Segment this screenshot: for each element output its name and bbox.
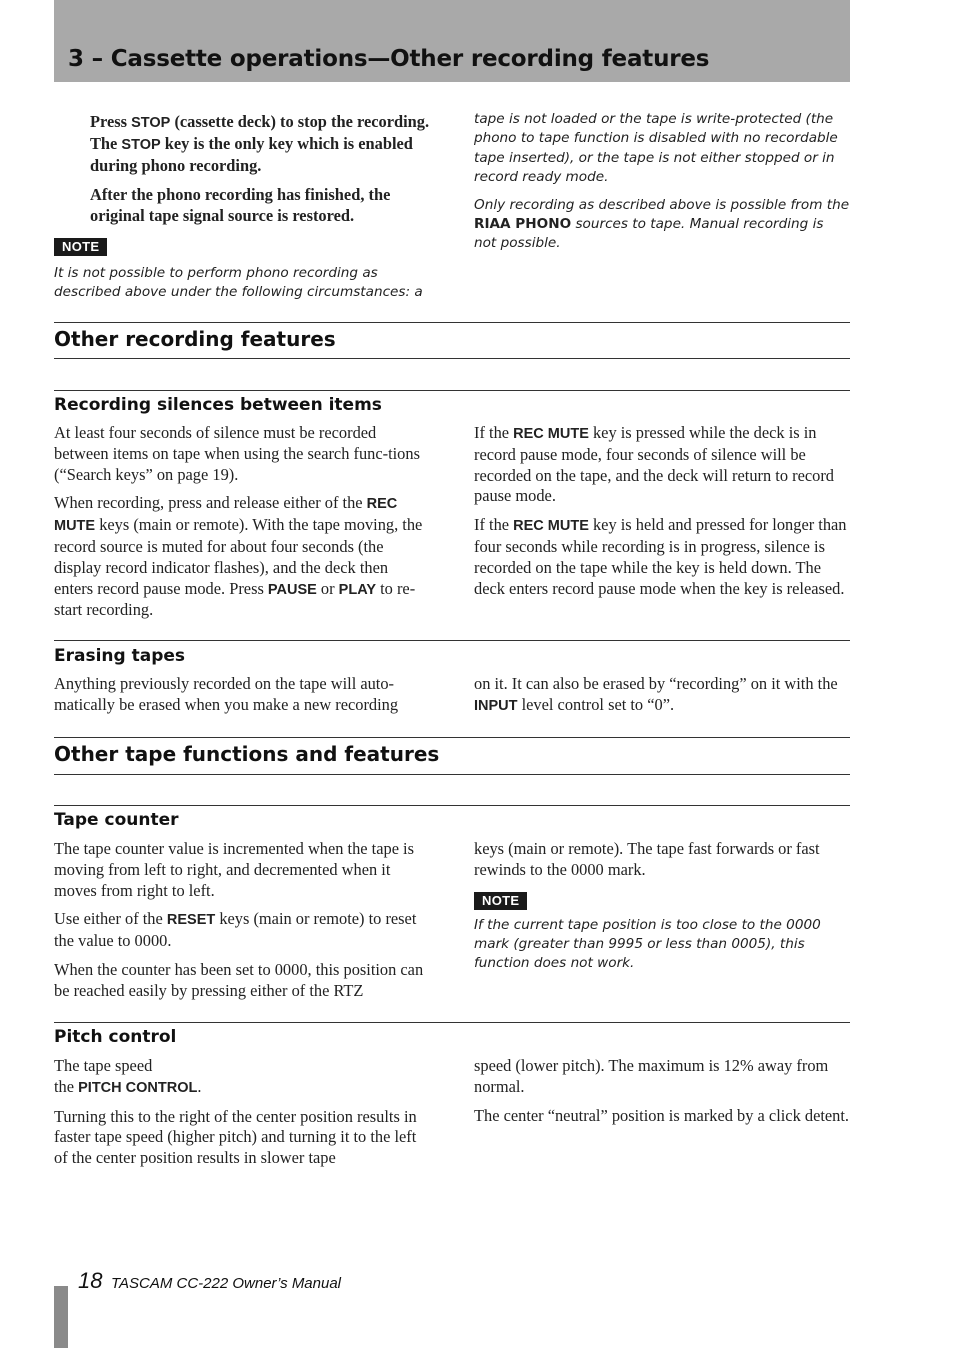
erasing-right-column xyxy=(474,674,850,717)
phono-note-right xyxy=(474,110,850,254)
subsection-title-pitch: Pitch control xyxy=(54,1027,177,1047)
phono-step-stop: Press STOP (cassette deck) to stop the recording. The STOP key is the only key which is enabled during phono recording. xyxy=(90,112,430,175)
pitch-left-column xyxy=(54,1056,430,1169)
phono-step-finished: After the phono recording has finished, the original tape signal source is restored. xyxy=(90,185,391,226)
key-pause: PAUSE xyxy=(267,581,317,598)
chapter-title: 3 – Cassette operations—Other recording features xyxy=(68,46,710,72)
erasing-left-column xyxy=(54,674,430,716)
paragraph: If the REC MUTE key is held and pressed for longer than four seconds while recording is in progress, silence is recorded on the tape while the key is held down. The deck enters record pause mode when the key is released. xyxy=(474,515,847,598)
section-rule xyxy=(54,774,850,775)
note-text: If the current tape position is too close to the 0000 mark (greater than 9995 or less than 0005), this function does not work. xyxy=(474,916,821,972)
note-text-riaa: Only recording as described above is possible from the RIAA PHONO sources to tape. Manual recording is not possible. xyxy=(474,196,850,252)
paragraph: keys (main or remote). The tape fast forwards or fast rewinds to the 0000 mark. xyxy=(474,839,820,879)
footer-bar xyxy=(54,1286,68,1348)
note-badge: NOTE xyxy=(54,238,107,256)
silences-left-column xyxy=(54,423,430,621)
subsection-rule xyxy=(54,1022,850,1023)
subsection-title-silences: Recording silences between items xyxy=(54,395,382,415)
counter-right-column xyxy=(474,839,850,974)
key-reset: RESET xyxy=(166,912,216,929)
subsection-rule xyxy=(54,390,850,391)
page-footer xyxy=(78,1268,341,1294)
subsection-rule xyxy=(54,640,850,641)
paragraph: When the counter has been set to 0000, this position can be reached easily by pressing either of the RTZ xyxy=(54,959,424,1000)
subsection-rule xyxy=(54,805,850,806)
paragraph: speed (lower pitch). The maximum is 12% away from normal. xyxy=(474,1056,829,1096)
section-rule xyxy=(54,358,850,359)
section-title-other-tape: Other tape functions and features xyxy=(54,742,440,766)
subsection-title-erasing: Erasing tapes xyxy=(54,646,186,666)
key-stop: STOP xyxy=(131,115,171,131)
paragraph: If the REC MUTE key is pressed while the deck is in record pause mode, four seconds of silence will be recorded on the tape, and the deck will return to record pause mode. xyxy=(474,423,834,506)
section-rule xyxy=(54,322,850,323)
key-riaa-phono: RIAA PHONO xyxy=(474,216,572,233)
section-title-other-recording: Other recording features xyxy=(54,327,336,351)
paragraph: When recording, press and release either of the REC MUTE keys (main or remote). With the tape moving, the record source is muted for about four seconds (the display record indicator flashes), and the deck then enters record pause mode. Press PAUSE or PLAY to re-start recording. xyxy=(54,493,423,620)
note-text: It is not possible to perform phono recording as described above under the following circumstances: a xyxy=(54,265,423,301)
pitch-right-column xyxy=(474,1056,850,1126)
counter-left-column xyxy=(54,839,430,1002)
section-rule xyxy=(54,737,850,738)
key-play: PLAY xyxy=(338,581,377,598)
paragraph: At least four seconds of silence must be recorded between items on tape when using the search func-tions (“Search keys” on page 19). xyxy=(54,423,420,484)
silences-right-column xyxy=(474,423,850,599)
manual-title: TASCAM CC-222 Owner’s Manual xyxy=(110,1275,342,1292)
paragraph: Anything previously recorded on the tape will auto-matically be erased when you make a new recording xyxy=(54,674,399,714)
paragraph: on it. It can also be erased by “recording” on it with the INPUT level control set to “0”. xyxy=(474,674,838,714)
phono-steps xyxy=(90,112,430,227)
note-badge: NOTE xyxy=(474,892,527,910)
page-number: 18 xyxy=(78,1268,103,1293)
paragraph: Turning this to the right of the center position results in faster tape speed (higher pitch) and turning it to the left of the center position results in slower tape xyxy=(54,1106,417,1168)
paragraph: The center “neutral” position is marked by a click detent. xyxy=(474,1105,850,1125)
subsection-title-tape-counter: Tape counter xyxy=(54,810,179,830)
key-input: INPUT xyxy=(474,697,518,714)
note-text-continued: tape is not loaded or the tape is write-protected (the phono to tape function is disabled with no recordable tape inserted), or the tape is not either stopped or in record ready mode. xyxy=(474,111,838,186)
key-rec-mute: REC MUTE xyxy=(513,426,589,442)
note-block xyxy=(474,892,850,974)
paragraph: Use either of the RESET keys (main or remote) to reset the value to 0000. xyxy=(54,909,417,951)
key-stop: STOP xyxy=(121,136,161,153)
key-rec-mute: REC MUTE xyxy=(54,496,398,535)
paragraph: The tape counter value is incremented when the tape is moving from left to right, and decremented when it moves from right to left. xyxy=(54,839,414,900)
paragraph: The tape speed the PITCH CONTROL. xyxy=(54,1056,202,1096)
key-pitch-control: PITCH CONTROL xyxy=(78,1079,198,1096)
key-rec-mute: REC MUTE xyxy=(513,518,589,535)
phono-note-left xyxy=(54,238,430,303)
